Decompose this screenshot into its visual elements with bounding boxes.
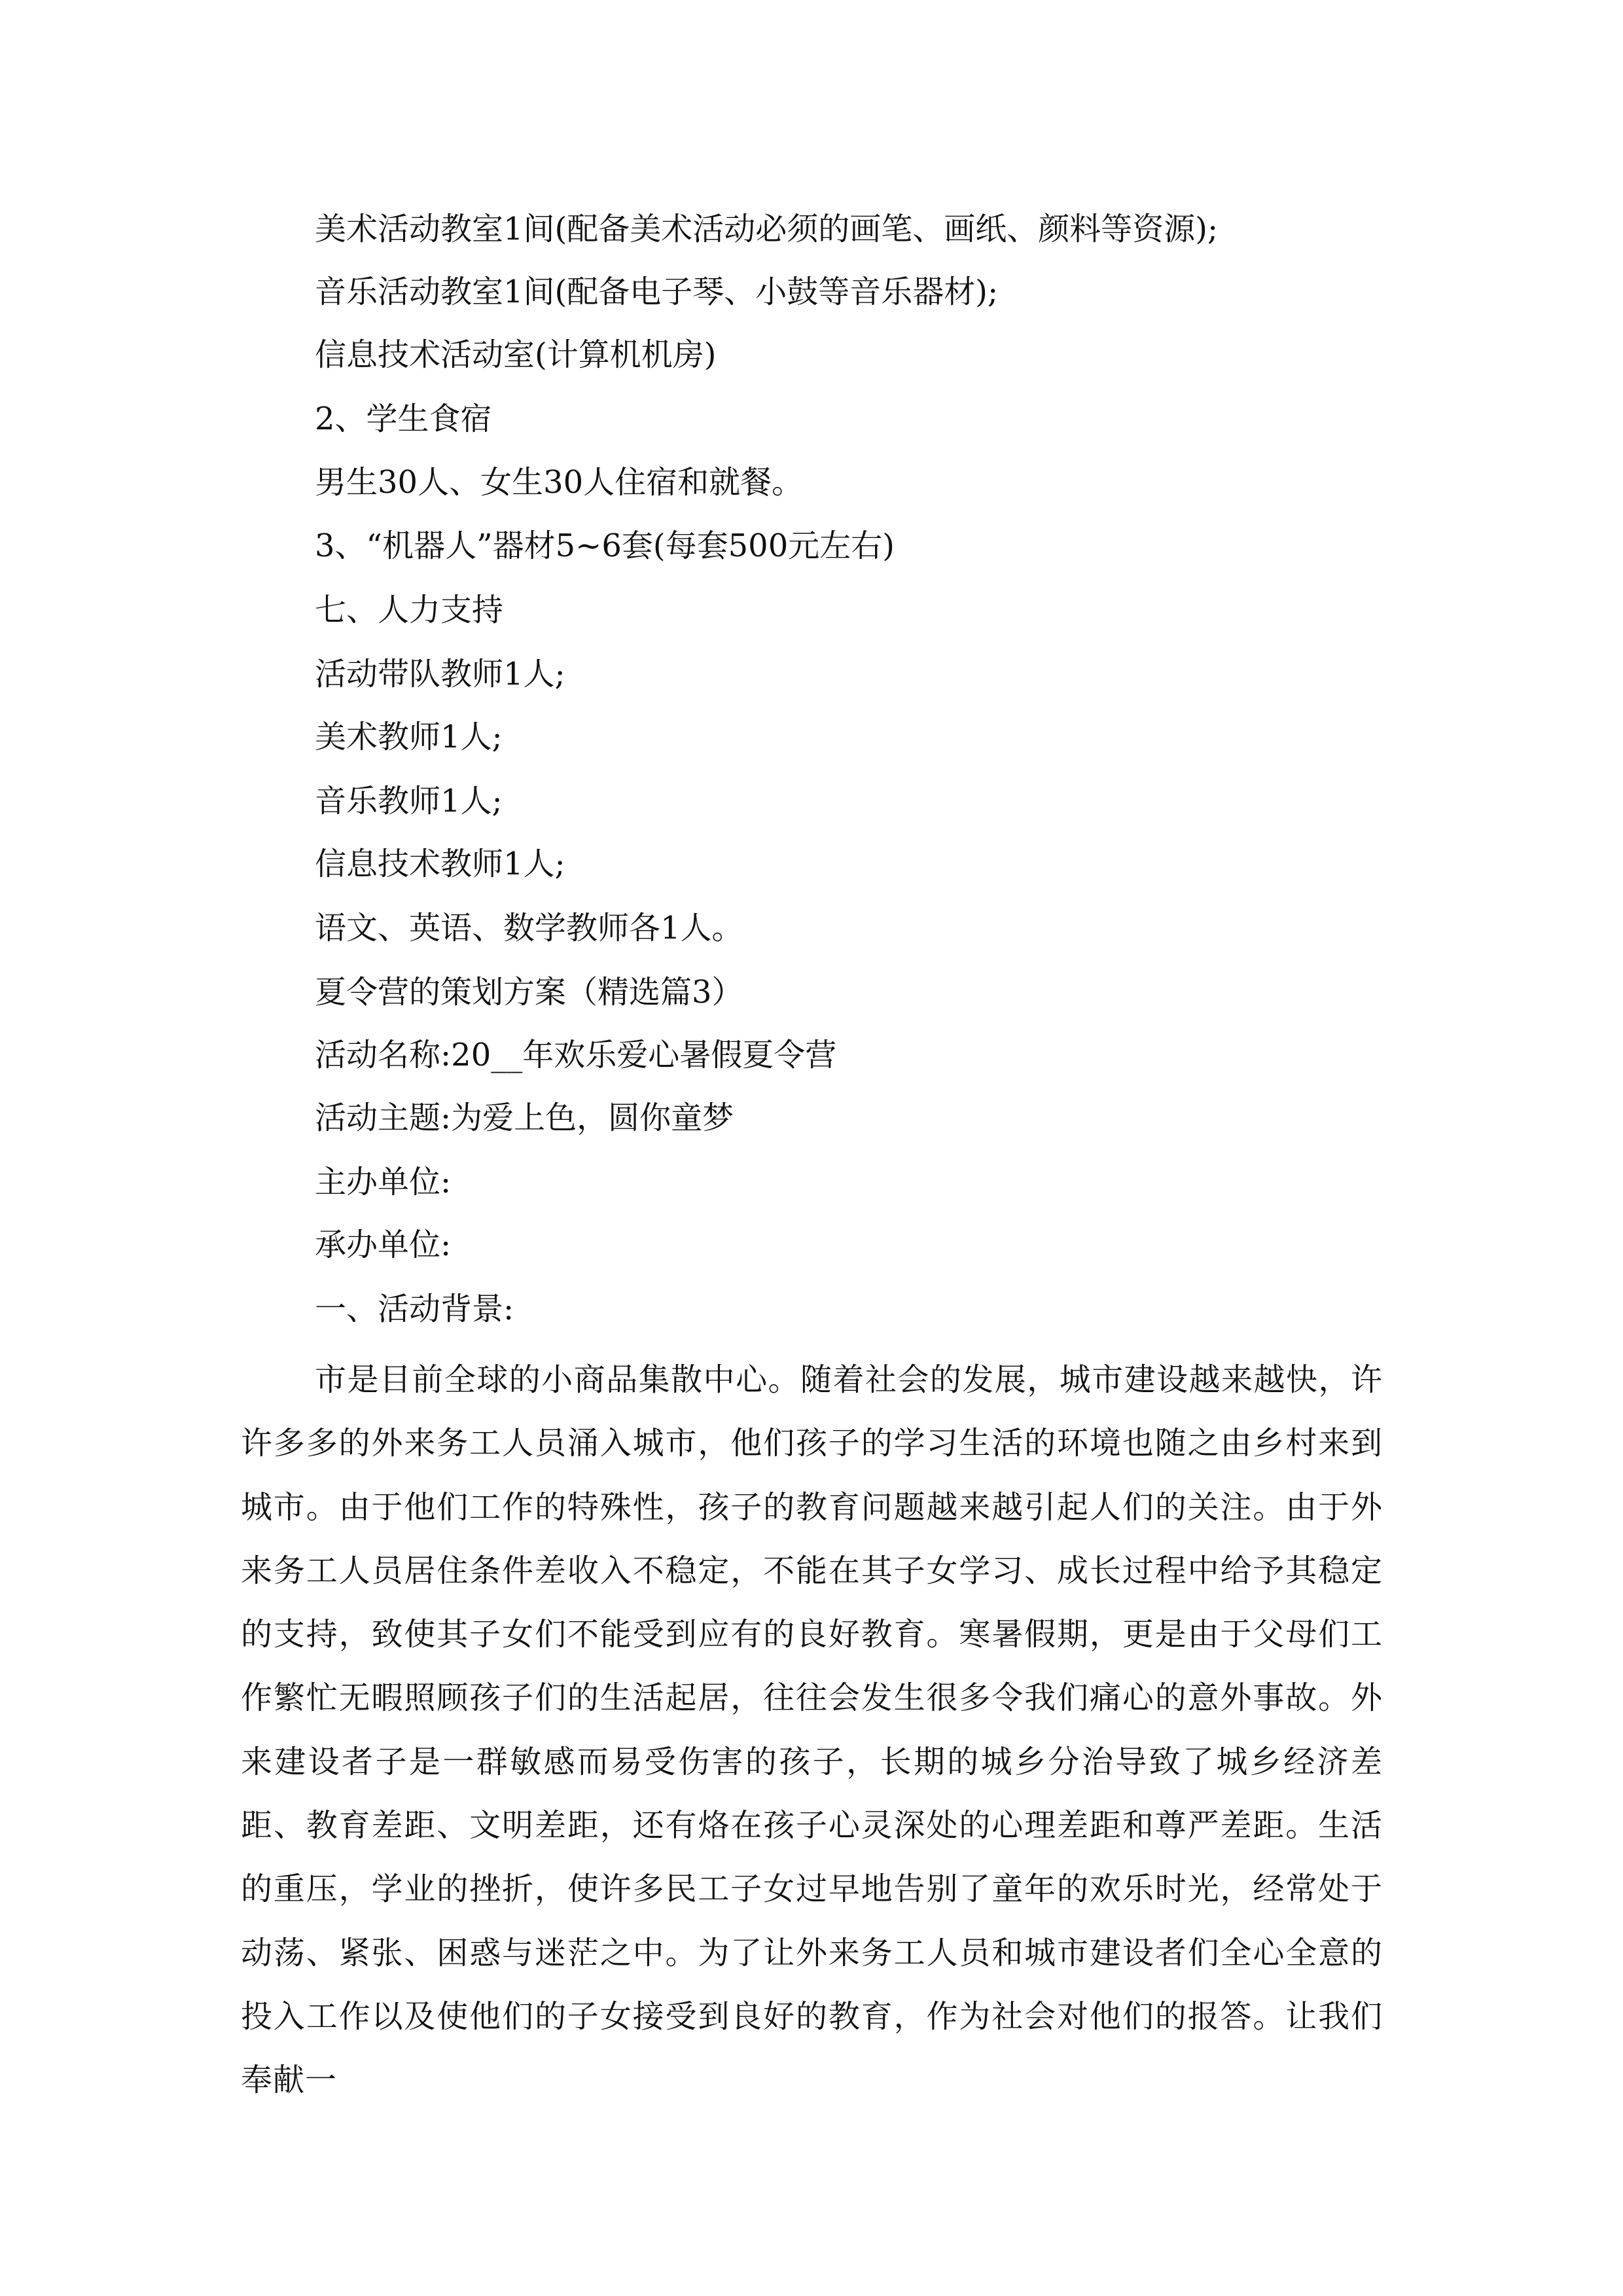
it-teacher-line: 信息技术教师1人;	[315, 846, 565, 882]
activity-name-line: 活动名称:20__年欢乐爱心暑假夏令营	[315, 1037, 837, 1073]
background-heading: 一、活动背景:	[315, 1291, 514, 1327]
subject-teachers-line: 语文、英语、数学教师各1人。	[315, 910, 743, 946]
background-paragraph: 市是目前全球的小商品集散中心。随着社会的发展，城市建设越来越快，许许多多的外来务工人员涌入城市，他们孩子的学习生活的环境也随之由乡村来到城市。由于他们工作的特殊性，孩子的教育问题越来越引起人们的关注。由于外来务工人员居住条件差收入不稳定，不能在其子女学习、成长过程中给予其稳定的支持，致使其子女们不能受到应有的良好教育。寒暑假期，更是由于父母们工作繁忙无暇照顾孩子们的生活起居，往往会发生很多令我们痛心的意外事故。外来建设者子是一群敏感而易受伤害的孩子，长期的城乡分治导致了城乡经济差距、教育差距、文明差距，还有烙在孩子心灵深处的心理差距和尊严差距。生活的重压，学业的挫折，使许多民工子女过早地告别了童年的欢乐时光，经常处于动荡、紧张、困惑与迷茫之中。为了让外来务工人员和城市建设者们全心全意的投入工作以及使他们的子女接受到良好的教育，作为社会对他们的报答。让我们奉献一	[241, 1361, 1383, 2099]
music-classroom-line: 音乐活动教室1间(配备电子琴、小鼓等音乐器材);	[315, 274, 999, 310]
art-teacher-line: 美术教师1人;	[315, 719, 503, 755]
music-teacher-line: 音乐教师1人;	[315, 783, 503, 819]
it-room-line: 信息技术活动室(计算机机房)	[315, 336, 717, 373]
section-title: 夏令营的策划方案（精选篇3）	[315, 974, 743, 1011]
co-organizer-line: 承办单位:	[315, 1227, 452, 1263]
lodging-detail-line: 男生30人、女生30人住宿和就餐。	[315, 464, 804, 501]
human-support-heading: 七、人力支持	[315, 592, 504, 628]
activity-theme-line: 活动主题:为爱上色，圆你童梦	[315, 1100, 734, 1136]
robot-equipment-line: 3、“机器人”器材5~6套(每套500元左右)	[315, 528, 895, 564]
lead-teacher-line: 活动带队教师1人;	[315, 656, 565, 692]
lodging-heading: 2、学生食宿	[315, 401, 492, 437]
organizer-line: 主办单位:	[315, 1164, 452, 1200]
art-classroom-line: 美术活动教室1间(配备美术活动必须的画笔、画纸、颜料等资源);	[315, 211, 1219, 247]
